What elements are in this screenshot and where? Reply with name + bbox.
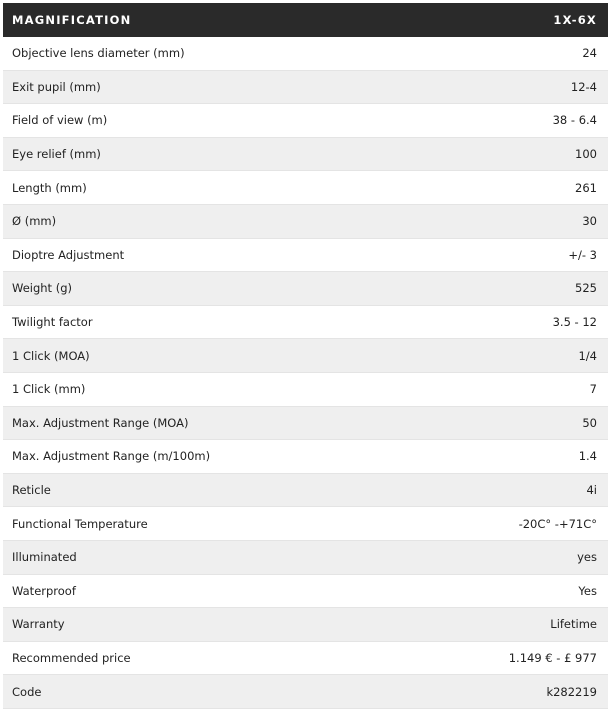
- table-row: [3, 37, 608, 71]
- table-row: [3, 239, 608, 273]
- table-row: [3, 507, 608, 541]
- row-label: Exit pupil (mm): [12, 79, 101, 94]
- row-value: 50: [582, 415, 597, 430]
- table-row: [3, 474, 608, 508]
- row-label: Reticle: [12, 483, 51, 498]
- table-row: [3, 373, 608, 407]
- table-row: [3, 675, 608, 709]
- table-row: [3, 306, 608, 340]
- row-label: Length (mm): [12, 180, 87, 195]
- row-value: 38 - 6.4: [552, 113, 597, 128]
- row-label: Weight (g): [12, 281, 72, 296]
- table-row: [3, 440, 608, 474]
- table-row: [3, 608, 608, 642]
- spec-table-header: [3, 3, 608, 37]
- row-label: Recommended price: [12, 650, 131, 665]
- table-row: [3, 138, 608, 172]
- row-label: Ø (mm): [12, 214, 57, 229]
- table-row: [3, 205, 608, 239]
- row-label: Max. Adjustment Range (m/100m): [12, 449, 211, 464]
- table-row: [3, 104, 608, 138]
- row-value: 7: [589, 382, 597, 397]
- row-value: 1.149 € - £ 977: [508, 650, 597, 665]
- table-row: [3, 71, 608, 105]
- row-label: 1 Click (MOA): [12, 348, 90, 363]
- row-label: Max. Adjustment Range (MOA): [12, 415, 189, 430]
- table-row: [3, 541, 608, 575]
- header-value: 1X-6X: [553, 13, 597, 27]
- row-value: 12-4: [570, 79, 597, 94]
- row-value: 261: [575, 180, 597, 195]
- table-row: [3, 339, 608, 373]
- row-label: Twilight factor: [12, 315, 93, 330]
- table-row: [3, 642, 608, 676]
- row-label: Code: [12, 684, 42, 699]
- row-label: 1 Click (mm): [12, 382, 86, 397]
- row-value: 24: [582, 46, 597, 61]
- row-value: 4i: [586, 483, 597, 498]
- row-value: -20C° -+71C°: [518, 516, 597, 531]
- row-value: 30: [582, 214, 597, 229]
- row-label: Field of view (m): [12, 113, 108, 128]
- spec-table: [3, 3, 608, 709]
- table-row: [3, 272, 608, 306]
- table-row: [3, 171, 608, 205]
- header-label: MAGNIFICATION: [12, 13, 132, 27]
- row-value: 3.5 - 12: [552, 315, 597, 330]
- row-value: 100: [575, 147, 597, 162]
- table-row: [3, 575, 608, 609]
- row-value: 1/4: [578, 348, 597, 363]
- row-value: +/- 3: [568, 247, 597, 262]
- row-value: yes: [577, 550, 597, 565]
- table-row: [3, 407, 608, 441]
- row-label: Illuminated: [12, 550, 77, 565]
- row-value: 1.4: [578, 449, 597, 464]
- row-value: Lifetime: [550, 617, 597, 632]
- row-label: Warranty: [12, 617, 65, 632]
- row-label: Dioptre Adjustment: [12, 247, 125, 262]
- row-value: Yes: [578, 583, 597, 598]
- row-label: Eye relief (mm): [12, 147, 101, 162]
- row-label: Objective lens diameter (mm): [12, 46, 185, 61]
- row-value: k282219: [546, 684, 597, 699]
- row-value: 525: [575, 281, 597, 296]
- row-label: Waterproof: [12, 583, 76, 598]
- row-label: Functional Temperature: [12, 516, 148, 531]
- spec-table-body: [3, 37, 608, 709]
